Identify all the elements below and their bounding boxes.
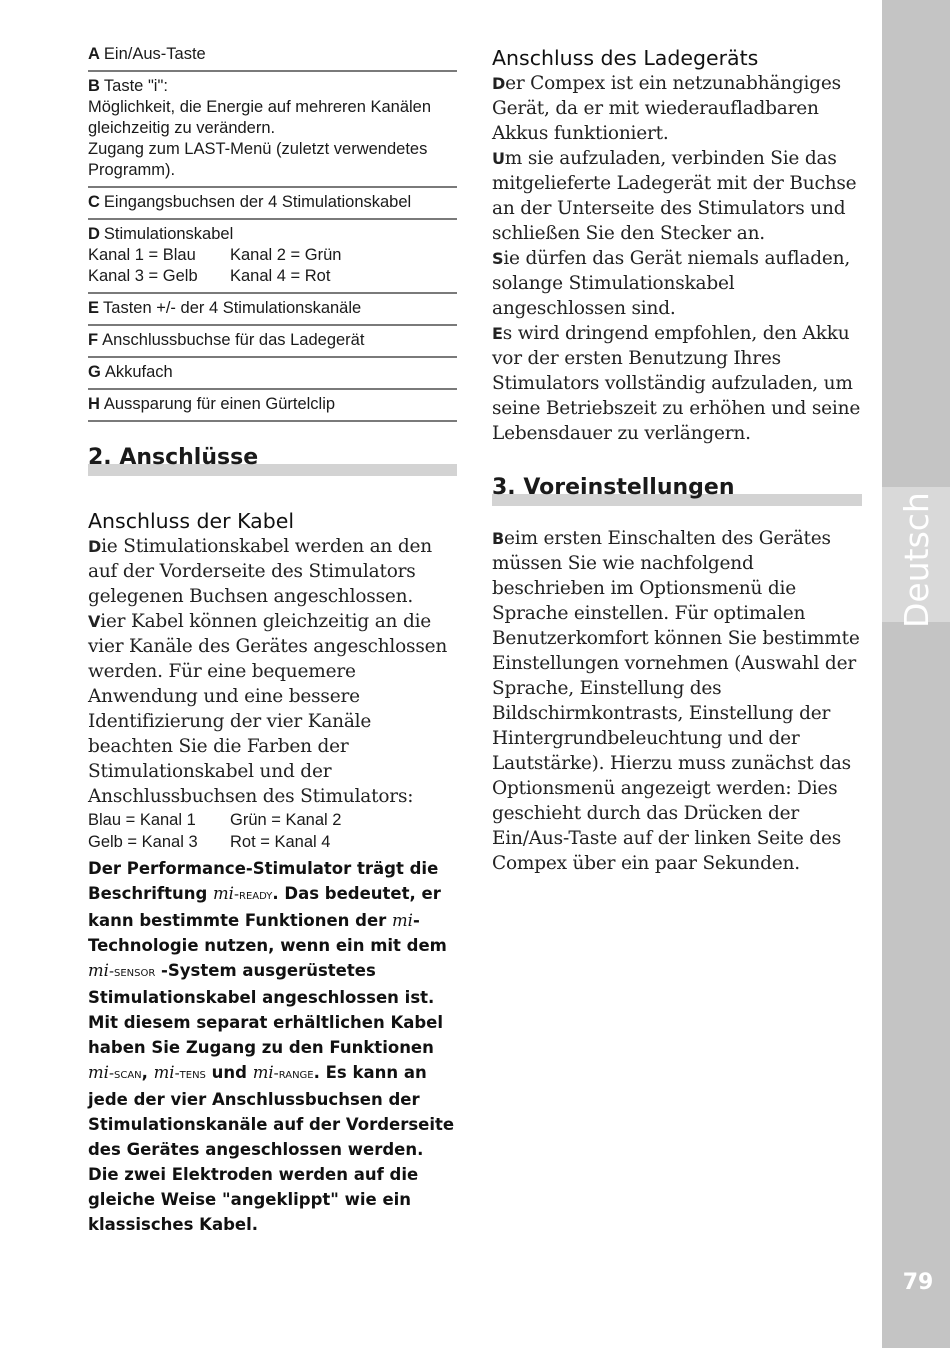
legend-item-g: G Akkufach bbox=[88, 358, 457, 390]
paragraph: Vier Kabel können gleichzeitig an die vier Kanäle des Gerätes angeschlossen werden. Für eine bequemere Anwendung und eine bessere Identifizierung der vier Kanäle beachten Sie die Farben der Stimulationskabel und der Anschlussbuchsen des Stimulators: bbox=[88, 611, 448, 807]
legend-item-h: H Aussparung für einen Gürtelclip bbox=[88, 390, 457, 422]
paragraph: Um sie aufzuladen, verbinden Sie das mitgelieferte Ladegerät mit der Buchse an der Unterseite des Stimulators und schließen Sie den Stecker an. bbox=[492, 148, 857, 244]
paragraph: Beim ersten Einschalten des Gerätes müssen Sie wie nachfolgend beschrieben im Optionsmenü die Sprache einstellen. Für optimalen Benutzerkomfort können Sie bestimmte Einstellungen vornehmen (Auswahl der Sprache, Einstellung des Bildschirmkontrasts, Einstellung der Hintergrundbeleuchtung und der Lautstärke). Hierzu muss zunächst das Optionsmenü angezeigt werden: Dies geschieht durch das Drücken der Ein/Aus-Taste auf der linken Seite des Compex über ein paar Sekunden. bbox=[492, 528, 860, 874]
paragraph: Es wird dringend empfohlen, den Akku vor der ersten Benutzung Ihres Stimulators vollständig aufzuladen, um seine Betriebszeit zu erhöhen und seine Lebensdauer zu verlängern. bbox=[492, 323, 861, 444]
channel-color-row: Gelb = Kanal 3 Rot = Kanal 4 bbox=[88, 833, 331, 851]
legend-item-e: E Tasten +/- der 4 Stimulationskanäle bbox=[88, 294, 457, 326]
paragraph: Die Stimulationskabel werden an den auf der Vorderseite des Stimulators gelegenen Buchsen angeschlossen. bbox=[88, 536, 432, 607]
page-number: 79 bbox=[902, 1270, 934, 1295]
paragraph: Sie dürfen das Gerät niemals aufladen, solange Stimulationskabel angeschlossen sind. bbox=[492, 248, 850, 319]
subheading-anschluss-ladegeraet: Anschluss des Ladegeräts bbox=[492, 46, 759, 70]
language-sidebar bbox=[882, 0, 950, 1348]
mi-technology-note: Der Performance-Stimulator trägt die Beschriftung mi-ready. Das bedeutet, er kann bestimmte Funktionen der mi-Technologie nutzen, wenn ein mit dem mi-sensor -System ausgerüstetes Stimulationskabel angeschlossen ist. Mit diesem separat erhältlichen Kabel haben Sie Zugang zu den Funktionen mi-scan, mi-tens und mi-range. Es kann an jede der vier Anschlussbuchsen der Stimulationskanäle auf der Vorderseite des Gerätes angeschlossen werden. Die zwei Elektroden werden auf die gleiche Weise "angeklippt" wie ein klassisches Kabel. bbox=[88, 859, 455, 1234]
channel-color-row: Kanal 3 = Gelb Kanal 4 = Rot bbox=[88, 267, 331, 285]
subheading-anschluss-kabel: Anschluss der Kabel bbox=[88, 509, 295, 533]
language-label: Deutsch bbox=[897, 492, 936, 628]
paragraph: Der Compex ist ein netzunabhängiges Gerät, da er mit wiederaufladbaren Akkus funktioniert. bbox=[492, 73, 841, 144]
section-heading-voreinstellungen: 3. Voreinstellungen bbox=[492, 474, 862, 508]
section-heading-anschluesse: 2. Anschlüsse bbox=[88, 444, 457, 478]
right-column bbox=[492, 40, 862, 876]
legend-item-c: C Eingangsbuchsen der 4 Stimulationskabel bbox=[88, 188, 457, 220]
legend-item-f: F Anschlussbuchse für das Ladegerät bbox=[88, 326, 457, 358]
channel-color-row: Kanal 1 = Blau Kanal 2 = Grün bbox=[88, 246, 342, 264]
legend-item-b: B Taste "i": Möglichkeit, die Energie auf mehreren Kanälen gleichzeitig zu verändern. Zugang zum LAST-Menü (zuletzt verwendetes Programm). bbox=[88, 72, 457, 188]
legend-item-d: D Stimulationskabel Kanal 1 = Blau Kanal 2 = Grün Kanal 3 = Gelb Kanal 4 = Rot bbox=[88, 220, 457, 294]
component-legend bbox=[88, 40, 457, 422]
channel-color-row: Blau = Kanal 1 Grün = Kanal 2 bbox=[88, 811, 342, 829]
left-column bbox=[88, 40, 457, 1237]
legend-item-a: A Ein/Aus-Taste bbox=[88, 40, 457, 72]
